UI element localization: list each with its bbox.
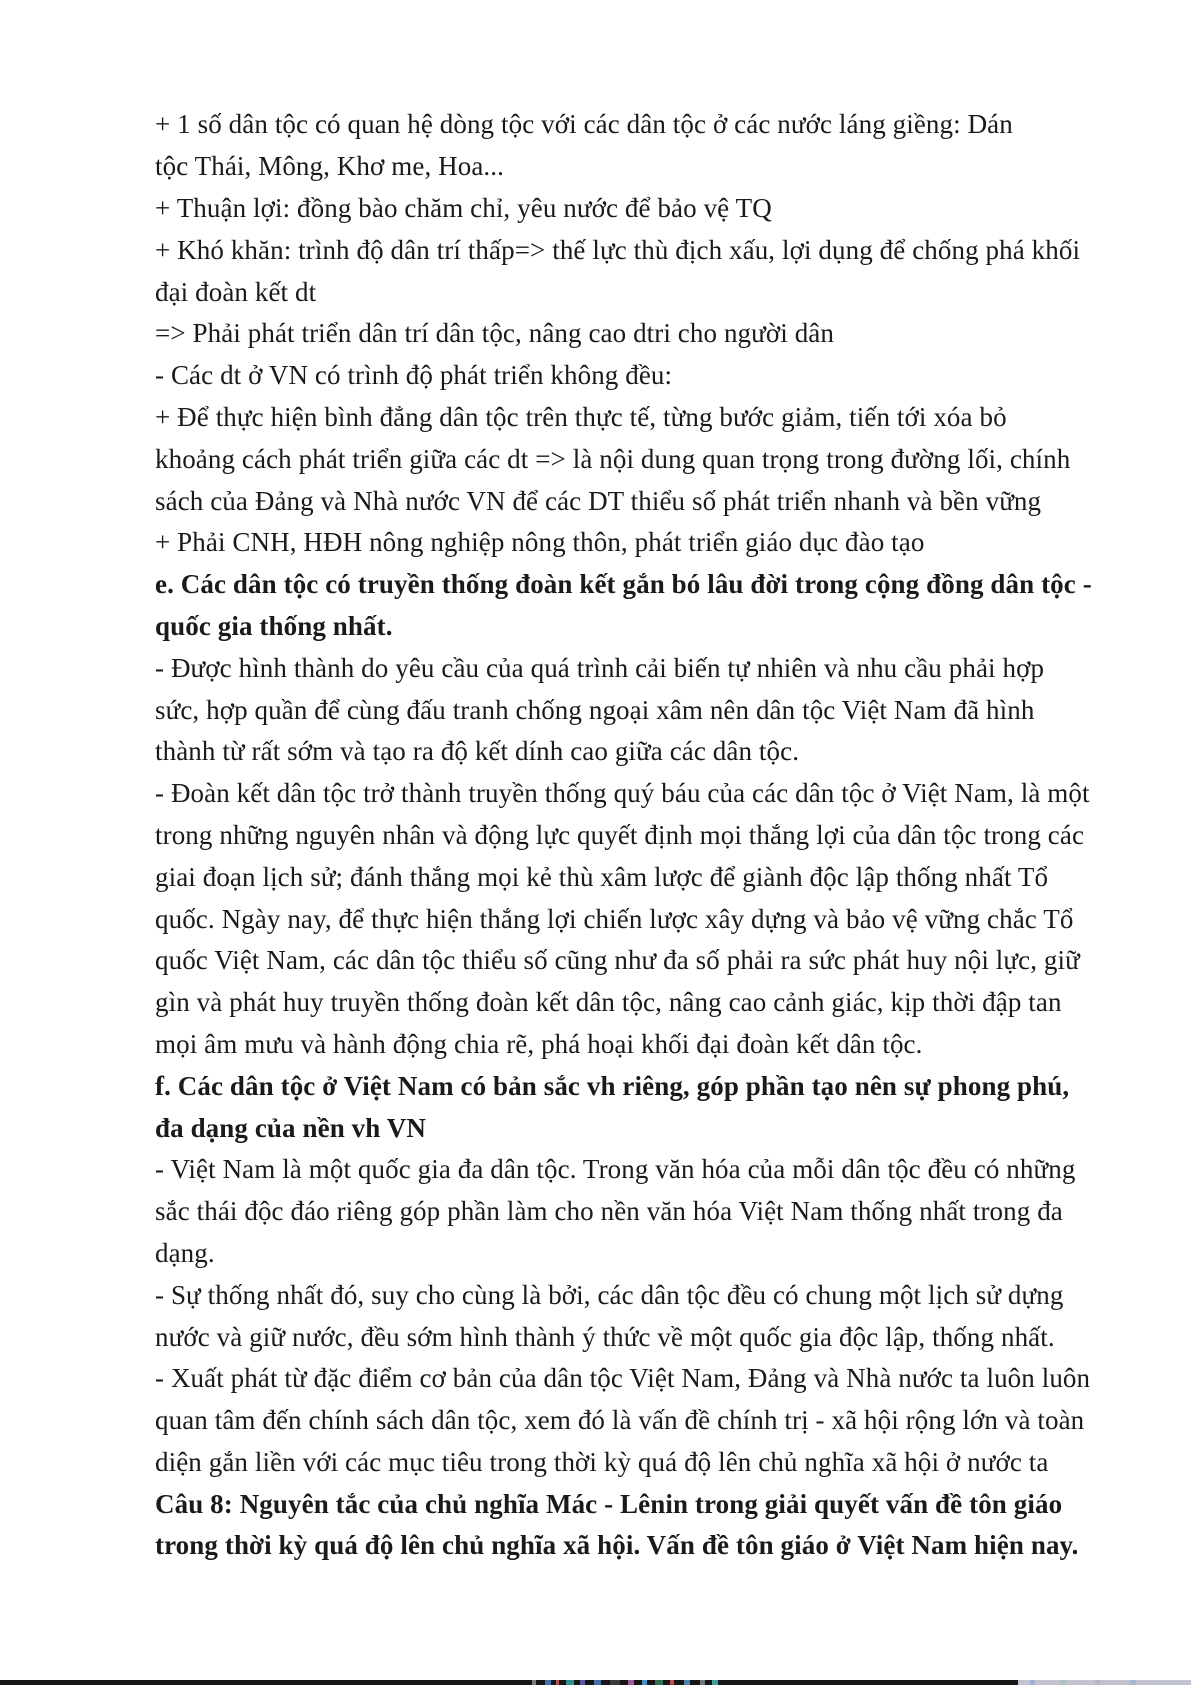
- text-line: sách của Đảng và Nhà nước VN để các DT thiểu số phát triển nhanh và bền vững: [155, 485, 1042, 516]
- text-line: quốc Việt Nam, các dân tộc thiểu số cũng như đa số phải ra sức phát huy nội lực, giữ: [155, 945, 1080, 976]
- text-line: Câu 8: Nguyên tắc của chủ nghĩa Mác - Lênin trong giải quyết vấn đề tôn giáo: [155, 1488, 1063, 1519]
- bottom-edge-speck: [532, 1680, 536, 1685]
- bottom-edge-speck: [712, 1680, 718, 1685]
- text-line: diện gắn liền với các mục tiêu trong thời kỳ quá độ lên chủ nghĩa xã hội ở nước ta: [155, 1446, 1049, 1477]
- text-line: + Thuận lợi: đồng bào chăm chỉ, yêu nước để bảo vệ TQ: [155, 192, 772, 223]
- text-line: - Các dt ở VN có trình độ phát triển không đều:: [155, 360, 673, 391]
- bottom-edge-speck: [655, 1680, 663, 1685]
- text-line: - Sự thống nhất đó, suy cho cùng là bởi, các dân tộc đều có chung một lịch sử dựng: [155, 1279, 1064, 1310]
- text-line: thành từ rất sớm và tạo ra độ kết dính cao giữa các dân tộc.: [155, 736, 800, 767]
- bottom-edge-speck: [670, 1680, 674, 1685]
- bottom-edge-speck: [684, 1680, 690, 1685]
- bottom-edge-speck: [628, 1680, 634, 1685]
- text-line: đại đoàn kết dt: [155, 276, 317, 307]
- bottom-edge-speck: [580, 1680, 585, 1685]
- text-line: trong thời kỳ quá độ lên chủ nghĩa xã hội. Vấn đề tôn giáo ở Việt Nam hiện nay.: [155, 1530, 1079, 1561]
- text-line: nước và giữ nước, đều sớm hình thành ý thức về một quốc gia độc lập, thống nhất.: [155, 1321, 1055, 1352]
- text-line: giai đoạn lịch sử; đánh thắng mọi kẻ thù xâm lược để giành độc lập thống nhất Tổ: [155, 861, 1049, 892]
- bottom-edge-speck: [556, 1680, 559, 1685]
- text-line: f. Các dân tộc ở Việt Nam có bản sắc vh riêng, góp phần tạo nên sự phong phú,: [155, 1070, 1070, 1101]
- text-line: - Đoàn kết dân tộc trở thành truyền thống quý báu của các dân tộc ở Việt Nam, là một: [155, 778, 1090, 809]
- bottom-edge-speck: [642, 1680, 647, 1685]
- bottom-edge-speck: [610, 1680, 620, 1685]
- text-line: quốc. Ngày nay, để thực hiện thắng lợi chiến lược xây dựng và bảo vệ vững chắc Tổ: [155, 903, 1074, 934]
- text-line: quan tâm đến chính sách dân tộc, xem đó là vấn đề chính trị - xã hội rộng lớn và toàn: [155, 1405, 1085, 1436]
- text-line: khoảng cách phát triển giữa các dt => là nội dung quan trọng trong đường lối, chính: [155, 443, 1071, 474]
- text-line: quốc gia thống nhất.: [155, 610, 393, 641]
- text-line: e. Các dân tộc có truyền thống đoàn kết gắn bó lâu đời trong cộng đồng dân tộc -: [155, 569, 1092, 600]
- bottom-edge-speck: [1095, 1680, 1100, 1685]
- text-line: đa dạng của nền vh VN: [155, 1112, 426, 1143]
- text-line: gìn và phát huy truyền thống đoàn kết dân tộc, nâng cao cảnh giác, kịp thời đập tan: [155, 987, 1062, 1018]
- bottom-edge-speck: [1165, 1680, 1170, 1685]
- text-line: + Phải CNH, HĐH nông nghiệp nông thôn, phát triển giáo dục đào tạo: [155, 527, 925, 558]
- text-content: [155, 104, 1092, 1567]
- text-line: + 1 số dân tộc có quan hệ dòng tộc với các dân tộc ở các nước láng giềng: Dán: [155, 109, 1013, 140]
- text-line: sức, hợp quần để cùng đấu tranh chống ngoại xâm nên dân tộc Việt Nam đã hình: [155, 694, 1035, 725]
- bottom-edge-speck: [545, 1680, 551, 1685]
- text-line: - Xuất phát từ đặc điểm cơ bản của dân tộc Việt Nam, Đảng và Nhà nước ta luôn luôn: [155, 1363, 1091, 1394]
- text-line: trong những nguyên nhân và động lực quyết định mọi thắng lợi của dân tộc trong các: [155, 819, 1085, 850]
- text-line: tộc Thái, Mông, Khơ me, Hoa...: [155, 151, 504, 182]
- bottom-edge-artifact: [0, 1680, 1191, 1685]
- text-line: sắc thái độc đáo riêng góp phần làm cho nền văn hóa Việt Nam thống nhất trong đa: [155, 1196, 1063, 1227]
- bottom-edge-speck: [594, 1680, 601, 1685]
- text-line: dạng.: [155, 1237, 215, 1268]
- bottom-edge-speck: [1030, 1680, 1035, 1685]
- text-line: + Để thực hiện bình đẳng dân tộc trên thực tế, từng bước giảm, tiến tới xóa bỏ: [155, 401, 1007, 432]
- bottom-edge-speck: [700, 1680, 705, 1685]
- text-line: - Việt Nam là một quốc gia đa dân tộc. Trong văn hóa của mỗi dân tộc đều có những: [155, 1154, 1076, 1185]
- text-line: - Được hình thành do yêu cầu của quá trình cải biến tự nhiên và nhu cầu phải hợp: [155, 652, 1045, 683]
- text-line: + Khó khăn: trình độ dân trí thấp=> thế lực thù địch xấu, lợi dụng để chống phá khối: [155, 234, 1081, 265]
- bottom-edge-speck: [566, 1680, 574, 1685]
- text-line: mọi âm mưu và hành động chia rẽ, phá hoại khối đại đoàn kết dân tộc.: [155, 1028, 923, 1059]
- bottom-edge-speck: [1060, 1680, 1066, 1685]
- text-line: => Phải phát triển dân trí dân tộc, nâng cao dtri cho người dân: [155, 318, 834, 349]
- bottom-edge-speck: [1130, 1680, 1136, 1685]
